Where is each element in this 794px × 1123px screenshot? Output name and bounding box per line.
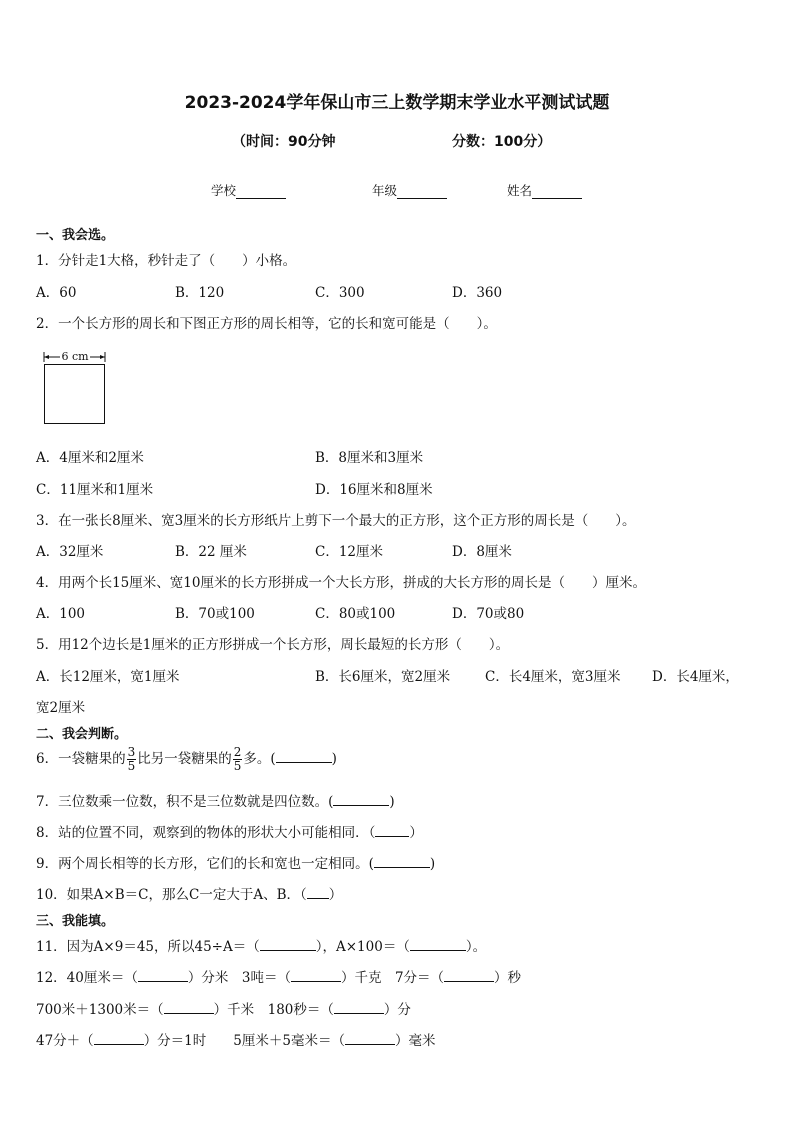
grade-field	[372, 181, 447, 199]
q7-end: )	[389, 794, 395, 810]
q3-option-b[interactable]: B．22 厘米	[175, 544, 247, 560]
q11-part-1: 11．因为A×9＝45，所以45÷A＝（	[36, 939, 260, 955]
q4-option-a[interactable]: A．100	[36, 606, 86, 622]
q12-l3-a: 47分＋（	[36, 1033, 94, 1049]
question-12-line-2	[36, 998, 411, 1018]
q12-blank-6[interactable]	[94, 1031, 144, 1045]
grade-label: 年级	[372, 183, 398, 198]
q6-middle: 比另一袋糖果的	[137, 751, 232, 767]
q11-blank-2[interactable]	[410, 937, 466, 951]
question-7	[36, 790, 395, 810]
section-heading-fill: 三、我能填。	[36, 914, 115, 929]
q12-l2-b: ）千米 180秒＝（	[213, 1002, 334, 1018]
school-label: 学校	[211, 183, 237, 198]
fraction-denominator: 5	[233, 759, 242, 773]
q8-text: 8．站的位置不同，观察到的物体的形状大小可能相同．（	[36, 825, 376, 841]
question-11	[36, 935, 486, 955]
q7-answer-blank[interactable]	[333, 792, 389, 806]
question-1: 1．分针走1大格，秒针走了（ ）小格。	[36, 253, 297, 269]
q1-option-d[interactable]: D．360	[452, 285, 503, 301]
page-title: 2023-2024学年保山市三上数学期末学业水平测试试题	[184, 93, 610, 113]
fraction-denominator: 5	[127, 759, 136, 773]
exam-score: 分数：100分）	[452, 134, 552, 150]
fraction-2-5	[233, 746, 243, 773]
q12-l3-b: ）分＝1时 5厘米＋5毫米＝（	[143, 1033, 345, 1049]
q5-option-d[interactable]: D．长4厘米，	[652, 669, 739, 685]
question-9	[36, 852, 435, 872]
q12-l1-b: ）分米 3吨＝（	[187, 970, 291, 986]
q5-option-c[interactable]: C．长4厘米，宽3厘米	[485, 669, 621, 685]
question-5: 5．用12个边长是1厘米的正方形拼成一个长方形，周长最短的长方形（ ）。	[36, 637, 510, 653]
q9-text: 9．两个周长相等的长方形，它们的长和宽也一定相同。(	[36, 856, 374, 872]
q1-option-c[interactable]: C．300	[315, 285, 365, 301]
q12-l2-a: 700米＋1300米＝（	[36, 1002, 164, 1018]
q12-l2-c: ）分	[383, 1002, 411, 1018]
question-4: 4．用两个长15厘米、宽10厘米的长方形拼成一个大长方形，拼成的大长方形的周长是（ ）厘米。	[36, 575, 646, 591]
q11-blank-1[interactable]	[260, 937, 316, 951]
q6-end: )	[331, 751, 337, 767]
q5-option-a[interactable]: A．长12厘米，宽1厘米	[36, 669, 180, 685]
q12-l3-c: ）毫米	[394, 1033, 436, 1049]
question-8	[36, 821, 423, 841]
q5-option-b[interactable]: B．长6厘米，宽2厘米	[315, 669, 451, 685]
school-blank[interactable]	[236, 184, 286, 199]
q4-option-d[interactable]: D．70或80	[452, 606, 525, 622]
square-side-label: 6 cm	[61, 350, 89, 363]
q12-l1-a: 12．40厘米＝（	[36, 970, 138, 986]
section-heading-choice: 一、我会选。	[36, 228, 115, 243]
q10-text: 10．如果A×B＝C，那么C一定大于A、B．（	[36, 887, 307, 903]
fraction-numerator: 3	[127, 745, 136, 759]
q2-option-a[interactable]: A．4厘米和2厘米	[36, 450, 144, 466]
q6-prefix: 6．一袋糖果的	[36, 751, 126, 767]
question-6	[36, 745, 337, 773]
grade-blank[interactable]	[397, 184, 447, 199]
square-figure	[40, 348, 110, 426]
q4-option-c[interactable]: C．80或100	[315, 606, 396, 622]
question-12-line-3	[36, 1029, 435, 1049]
q11-part-2: ），A×100＝（	[315, 939, 410, 955]
q12-l1-d: ）秒	[494, 970, 522, 986]
q7-text: 7．三位数乘一位数，积不是三位数就是四位数。(	[36, 794, 334, 810]
name-label: 姓名	[507, 183, 533, 198]
fraction-3-5	[127, 746, 137, 773]
section-heading-judge: 二、我会判断。	[36, 727, 128, 742]
q12-blank-5[interactable]	[334, 1000, 384, 1014]
q3-option-c[interactable]: C．12厘米	[315, 544, 384, 560]
name-blank[interactable]	[532, 184, 582, 199]
q10-answer-blank[interactable]	[307, 885, 329, 899]
q11-part-3: ）。	[465, 939, 487, 955]
fraction-numerator: 2	[233, 745, 242, 759]
q2-option-c[interactable]: C．11厘米和1厘米	[36, 482, 154, 498]
q6-answer-blank[interactable]	[276, 749, 332, 763]
q9-end: )	[429, 856, 436, 872]
school-field	[211, 181, 286, 199]
q3-option-d[interactable]: D．8厘米	[452, 544, 512, 560]
q6-suffix: 多。(	[243, 751, 276, 767]
q9-answer-blank[interactable]	[374, 854, 430, 868]
question-3: 3．在一张长8厘米、宽3厘米的长方形纸片上剪下一个最大的正方形，这个正方形的周长是（ ）。	[36, 513, 636, 529]
question-2: 2．一个长方形的周长和下图正方形的周长相等，它的长和宽可能是（ ）。	[36, 316, 497, 332]
q8-answer-blank[interactable]	[375, 823, 409, 837]
q2-option-d[interactable]: D．16厘米和8厘米	[315, 482, 433, 498]
question-12-line-1	[36, 966, 521, 986]
q4-option-b[interactable]: B．70或100	[175, 606, 255, 622]
q1-option-a[interactable]: A．60	[36, 285, 77, 301]
question-10	[36, 883, 342, 903]
q5-option-d-continued: 宽2厘米	[36, 700, 86, 716]
q12-blank-2[interactable]	[291, 968, 341, 982]
q1-option-b[interactable]: B．120	[175, 285, 225, 301]
square-diagram	[40, 348, 110, 426]
q12-blank-7[interactable]	[345, 1031, 395, 1045]
q12-blank-4[interactable]	[164, 1000, 214, 1014]
q12-blank-3[interactable]	[444, 968, 494, 982]
q12-l1-c: ）千克 7分＝（	[340, 970, 445, 986]
q12-blank-1[interactable]	[138, 968, 188, 982]
name-field	[507, 181, 582, 199]
q2-option-b[interactable]: B．8厘米和3厘米	[315, 450, 424, 466]
exam-time: （时间：90分钟	[232, 134, 336, 150]
q10-end: ）	[328, 887, 343, 903]
q8-end: ）	[409, 825, 423, 841]
q3-option-a[interactable]: A．32厘米	[36, 544, 104, 560]
